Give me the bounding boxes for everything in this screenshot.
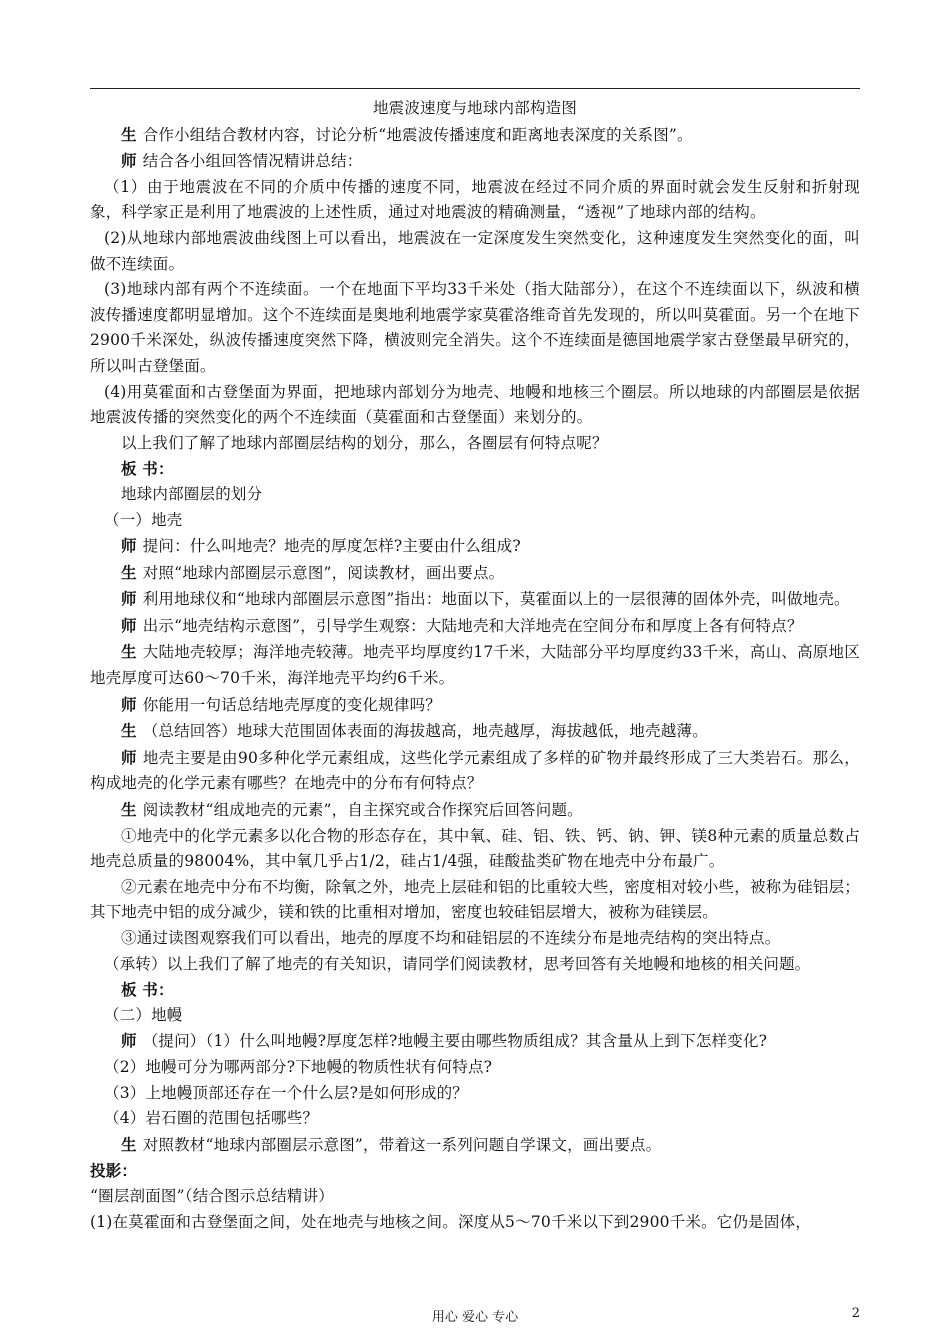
page-number: 2	[851, 1306, 860, 1321]
paragraph	[90, 639, 860, 691]
paragraph-text: 大陆地壳较厚；海洋地壳较薄。地壳平均厚度约17千米，大陆部分平均厚度约33千米，高山、高原地区地壳厚度可达60～70千米，海洋地壳平均约6千米。	[90, 643, 860, 688]
paragraph: （3）上地幔顶部还存在一个什么层?是如何形成的？	[104, 1083, 468, 1102]
paragraph: ②元素在地壳中分布不均衡，除氧之外，地壳上层硅和铝的比重较大些，密度相对较小些，被称为硅铝层；其下地壳中铝的成分减少，镁和铁的比重相对增加，密度也较硅铝层增大，被称为硅镁层。	[90, 877, 860, 922]
paragraph: 以上我们了解了地球内部圈层结构的划分，那么，各圈层有何特点呢？	[121, 433, 608, 452]
document-body	[90, 96, 860, 1235]
paragraph	[90, 148, 860, 175]
document-title: 地震波速度与地球内部构造图	[372, 99, 578, 117]
speaker-label: 生	[121, 1134, 137, 1154]
speaker-label: 师	[121, 589, 137, 609]
paragraph: （承转）以上我们了解了地壳的有关知识，请同学们阅读教材，思考回答有关地幔和地核的相关问题。	[104, 954, 811, 973]
paragraph	[90, 533, 860, 560]
speaker-label: 师	[121, 151, 137, 171]
speaker-label: 师	[121, 694, 137, 714]
paragraph: （1）由于地震波在不同的介质中传播的速度不同，地震波在经过不同介质的界面时就会发生反射和折射现象，科学家正是利用了地震波的上述性质，通过对地震波的精确测量，“透视”了地球内部的结构。	[90, 177, 860, 222]
paragraph	[90, 692, 860, 719]
paragraph	[90, 560, 860, 587]
paragraph-text: 出示“地壳结构示意图”，引导学生观察：大陆地壳和大洋地壳在空间分布和厚度上各有何特点？	[142, 616, 803, 635]
speaker-label: 生	[121, 721, 137, 741]
speaker-label: 师	[121, 747, 137, 767]
speaker-label: 生	[121, 642, 137, 662]
board-heading: 板 书：	[121, 980, 174, 1000]
paragraph	[90, 1132, 860, 1159]
paragraph	[90, 797, 860, 824]
section-heading: （一）地壳	[104, 510, 183, 529]
paragraph: （2）地幔可分为哪两部分?下地幔的物质性状有何特点?	[104, 1057, 493, 1076]
board-heading: 板 书：	[121, 459, 174, 479]
paragraph	[90, 1028, 860, 1055]
paragraph: (1)在莫霍面和古登堡面之间，处在地壳与地核之间。深度从5～70千米以下到2900千米。它仍是固体，	[90, 1212, 811, 1231]
paragraph	[90, 718, 860, 745]
paragraph-text: 对照教材“地球内部圈层示意图”，带着这一系列问题自学课文，画出要点。	[142, 1135, 662, 1154]
paragraph	[90, 745, 860, 797]
speaker-label: 师	[121, 536, 137, 556]
paragraph	[90, 613, 860, 640]
projection-heading: 投影：	[90, 1161, 138, 1181]
paragraph: (4)用莫霍面和古登堡面为界面，把地球内部划分为地壳、地幔和地核三个圈层。所以地球的内部圈层是依据地震波传播的突然变化的两个不连续面（莫霍面和古登堡面）来划分的。	[90, 382, 860, 427]
paragraph-text: （提问）（1）什么叫地幔?厚度怎样?地幔主要由哪些物质组成？其含量从上到下怎样变化?	[142, 1032, 768, 1051]
paragraph: (3)地球内部有两个不连续面。一个在地面下平均33千米处（指大陆部分），在这个不连续面以下，纵波和横波传播速度都明显增加。这个不连续面是奥地利地震学家莫霍洛维奇首先发现的，所以叫莫霍面。另一个在地下2900千米深处，纵波传播速度突然下降，横波则完全消失。这个不连续面是德国地震学家古登堡最早研究的，所以叫古登堡面。	[90, 280, 860, 375]
header-rule	[90, 88, 860, 89]
paragraph-text: 阅读教材“组成地壳的元素”，自主探究或合作探究后回答问题。	[142, 801, 583, 820]
paragraph: ③通过读图观察我们可以看出，地壳的厚度不均和硅铝层的不连续分布是地壳结构的突出特点。	[121, 929, 781, 947]
paragraph: ①地壳中的化学元素多以化合物的形态存在，其中氧、硅、铝、铁、钙、钠、钾、镁8种元素的质量总数占地壳总质量的98004%，其中氧几乎占1/2，硅占1/4强，硅酸盐类矿物在地壳中分布最广。	[90, 826, 860, 871]
paragraph-text: 你能用一句话总结地壳厚度的变化规律吗？	[142, 695, 442, 714]
paragraph: （4）岩石圈的范围包括哪些？	[104, 1109, 319, 1128]
paragraph: 地球内部圈层的划分	[121, 484, 263, 503]
paragraph-text: 对照“地球内部圈层示意图”，阅读教材，画出要点。	[142, 563, 505, 582]
paragraph-text: 利用地球仪和“地球内部圈层示意图”指出：地面以下，莫霍面以上的一层很薄的固体外壳，叫做地壳。	[142, 590, 850, 609]
paragraph-text: 提问：什么叫地壳？地壳的厚度怎样?主要由什么组成?	[142, 537, 521, 556]
footer-text: 用心 爱心 专心	[431, 1310, 519, 1325]
section-heading: （二）地幔	[104, 1005, 183, 1024]
speaker-label: 生	[121, 562, 137, 582]
page-footer	[90, 1306, 860, 1328]
speaker-label: 师	[121, 1031, 137, 1051]
paragraph-text: 结合各小组回答情况精讲总结：	[142, 152, 363, 171]
paragraph-text: 地壳主要是由90多种化学元素组成，这些化学元素组成了多样的矿物并最终形成了三大类岩石。那么，构成地壳的化学元素有哪些？在地壳中的分布有何特点？	[90, 748, 860, 793]
paragraph-text: （总结回答）地球大范围固体表面的海拔越高，地壳越厚，海拔越低，地壳越薄。	[142, 722, 708, 741]
paragraph	[90, 586, 860, 613]
paragraph-text: 合作小组结合教材内容，讨论分析“地震波传播速度和距离地表深度的关系图”。	[142, 125, 693, 144]
speaker-label: 生	[121, 124, 137, 144]
speaker-label: 生	[121, 800, 137, 820]
paragraph	[90, 122, 860, 149]
speaker-label: 师	[121, 615, 137, 635]
paragraph: “圈层剖面图”（结合图示总结精讲）	[90, 1186, 334, 1205]
paragraph: (2)从地球内部地震波曲线图上可以看出，地震波在一定深度发生突然变化，这种速度发生突然变化的面，叫做不连续面。	[90, 228, 860, 273]
